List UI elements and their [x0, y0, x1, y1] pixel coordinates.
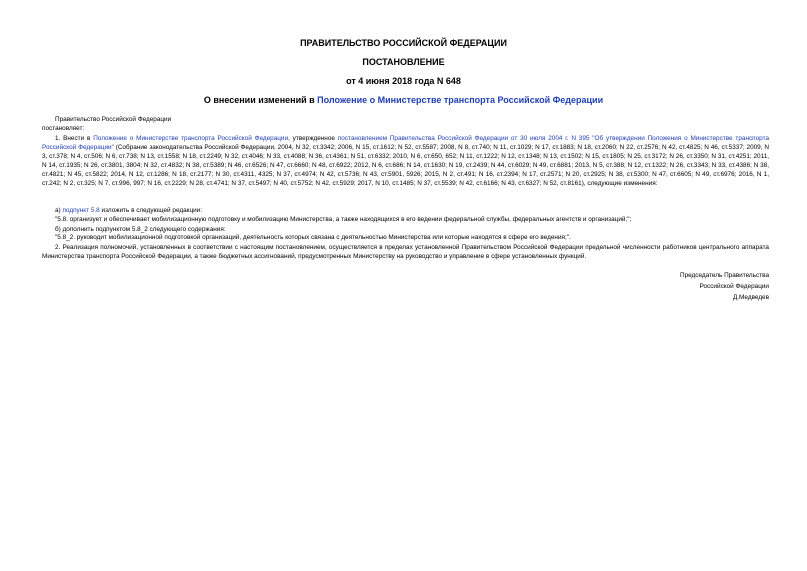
intro-line-decrees: постановляет: — [42, 124, 85, 132]
subitem-b: б) дополнить подпунктом 5.8_2 следующего содержания: — [55, 226, 226, 233]
intro-line-government: Правительство Российской Федерации — [55, 116, 172, 123]
signature-name: Д.Медведев — [732, 294, 769, 301]
subitem-5-8-link[interactable]: подпункт 5.8 — [62, 207, 100, 214]
paragraph-1-mid: , утвержденное — [288, 135, 338, 142]
signature-body: Российской Федерации — [699, 283, 769, 290]
paragraph-2: 2. Реализация полномочий, установленных в соответствии с настоящим постановлением, осуществляется в пределах установленной Правительством Российской Федерации предельной численности работников центрального аппарата Министерства транспорта Российской Федерации, а также бюджетных ассигнований, предусмотренных Министерству на руководство и управление в сфере установленных функций. — [42, 244, 769, 260]
issuer-heading: ПРАВИТЕЛЬСТВО РОССИЙСКОЙ ФЕДЕРАЦИИ — [300, 38, 507, 48]
intro-paragraph — [42, 116, 769, 134]
paragraph-1-rest: (Собрание законодательства Российской Федерации, 2004, N 32, ст.3342; 2006, N 15, ст.1612; N 52, ст.5587; 2008, N 8, ст.740; N 11, ст.1029; N 17, ст.1883; N 18, ст.2060; N 22, ст.2576; N 42, ст.4825; N 46, ст.5337; 2009, N 3, ст.378; N 4, ст.506; N 6, ст.738; N 13, ст.1558; N 18, ст.2249; N 32, ст.4046; N 33, ст.4088; N 36, ст.4361; N 51, ст.6332; 2010, N 6, ст.650, 652; N 11, ст.1222; N 12, ст.1348; N 13, ст.1502; N 15, ст.1805; N 25, ст.3172; N 26, ст.3350; N 31, ст.4251; 2011, N 14, ст.1935; N 26, ст.3801, 3804; N 32, ст.4832; N 38, ст.5389; N 46, ст.6526; N 47, ст.6660; N 48, ст.6922; 2012, N 6, ст.686; N 14, ст.1630; N 19, ст.2439; N 44, ст.6029; N 49, ст.6881; 2013, N 5, ст.388; N 12, ст.1322; N 26, ст.3343; N 33, ст.4386; N 38, ст.4821; N 45, ст.5822; 2014, N 12, ст.1286; N 18, ст.2177; N 30, ст.4311, 4325; N 37, ст.4974; N 42, ст.5736; N 43, ст.5901, 5926; 2015, N 2, ст.491; N 16, ст.2394; N 17, ст.2571; N 20, ст.2925; N 38, ст.5300; N 47, ст.6605; N 49, ст.6976; 2016, N 1, ст.242; N 2, ст.325; N 7, ст.996, 997; N 16, ст.2229; N 28, ст.4741; N 37, ст.5497; N 40, ст.5752; N 42, ст.5929; 2017, N 10, ст.1485; N 37, ст.5539; N 42, ст.6166; N 43, ст.6327; N 52, ст.8161), следующие изменения: — [42, 143, 769, 187]
signature-position: Председатель Правительства — [680, 272, 769, 279]
paragraph-1 — [42, 135, 769, 188]
document-kind-heading: ПОСТАНОВЛЕНИЕ — [362, 57, 445, 67]
subitem-a — [55, 207, 202, 216]
resolution-395-link[interactable]: постановлением Правительства Российской Федерации от 30 июля 2004 г. N 395 "Об утверждении Положения о Министерстве транспорта Российской Федерации" — [42, 135, 770, 151]
subitem-a-rest: изложить в следующей редакции: — [99, 207, 203, 214]
regulation-link[interactable]: Положение о Министерстве транспорта Российской Федерации — [93, 135, 289, 142]
subitem-a-prefix: а) — [55, 207, 63, 214]
quote-5-8-2: "5.8_2. руководит мобилизационной подготовкой организаций, деятельность которых связана с деятельностью Министерства или которые находятся в сфере его ведения;". — [55, 234, 571, 241]
document-title — [0, 95, 807, 105]
title-regulation-link[interactable]: Положение о Министерстве транспорта Российской Федерации — [317, 95, 604, 105]
document-date-heading: от 4 июня 2018 года N 648 — [346, 76, 461, 86]
quote-5-8: "5.8. организует и обеспечивает мобилизационную подготовку и мобилизацию Министерства, а также находящихся в его ведении федеральной службы, федеральных агентств и организаций;"; — [55, 216, 632, 223]
title-prefix: О внесении изменений в — [203, 95, 318, 105]
paragraph-1-start: 1. Внести в — [55, 135, 94, 142]
